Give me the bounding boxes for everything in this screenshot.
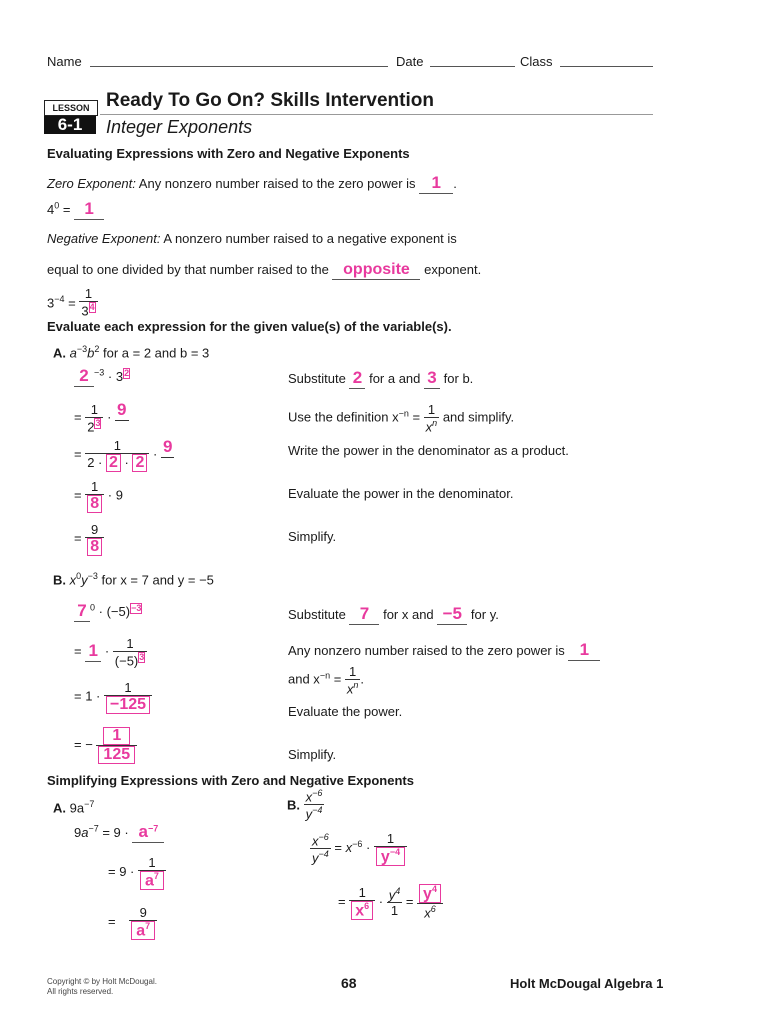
a-step1-a-exp: −3	[94, 367, 105, 378]
simplify-b-den: y	[305, 806, 313, 822]
ex2-den-exp-answer[interactable]: 4	[89, 302, 95, 312]
simplify-b-step2-b-den: 1	[390, 903, 399, 919]
neg-example: $3^{-4}$ = $\frac{1}{3^4}$	[47, 286, 98, 318]
a-step3-den-prefix: 2 ·	[87, 455, 103, 470]
a-step1-note-pre: Substitute	[288, 371, 346, 386]
simplify-b-num-exp: −6	[312, 788, 323, 798]
simplify-a-step2-den-exp: 7	[153, 871, 159, 881]
problem-a-text: for a = 2 and b = 3	[103, 345, 210, 361]
name-label: Name	[47, 54, 82, 69]
page-title: Ready To Go On? Skills Intervention	[106, 90, 434, 111]
neg-answer-blank[interactable]	[332, 261, 420, 280]
a-step3-ans[interactable]: 9	[162, 437, 173, 456]
a-step3: = $\frac{1}{2 \cdot 2 \cdot 2}$ · 9	[74, 437, 173, 471]
b-step4-num[interactable]: 1	[103, 727, 130, 745]
simplify-b-step2-a-den[interactable]: x	[355, 901, 365, 919]
simplify-b-step2-b-num: y	[388, 887, 396, 903]
section3-heading: Simplifying Expressions with Zero and Negative Exponents	[47, 773, 414, 788]
a-step1-note-mid: for a and	[369, 371, 421, 386]
a-step2-note-num: 1	[424, 402, 440, 418]
simplify-b-step2-c-num[interactable]: y	[423, 885, 432, 903]
lesson-number: 6-1	[44, 116, 96, 134]
date-label: Date	[396, 54, 424, 69]
simplify-a-step1: $9a^{-7} = 9 \cdot a^{-7}$	[74, 822, 164, 843]
b-step2-den-exp[interactable]: 3	[139, 652, 145, 662]
simplify-a	[53, 799, 94, 815]
a-step3-num: 1	[85, 438, 149, 454]
b-step3	[74, 680, 152, 714]
ex2-exp: −4	[54, 294, 65, 304]
simplify-a-step3-den-exp: 7	[145, 921, 151, 931]
b-step1-note-pre: Substitute	[288, 607, 346, 622]
problem-b: B. $x^0y^{-3}$ for x = 7 and y = −5	[53, 571, 214, 588]
ex2-fraction	[79, 286, 97, 318]
simplify-a-expr: 9a	[69, 800, 85, 816]
name-field[interactable]	[90, 66, 388, 67]
zero-example: $4^0 = 1$	[47, 199, 104, 220]
simplify-b-step2-a-num: 1	[349, 885, 375, 901]
copyright-line1: Copyright © by Holt McDougal.	[47, 977, 157, 986]
simplify-b-step2-a-den-exp: 6	[364, 900, 370, 911]
title-rule	[100, 114, 653, 115]
a-step4-num: 1	[85, 479, 104, 495]
b-step1-y-exp[interactable]: −3	[131, 602, 142, 613]
simplify-b-step1-ans-exp: −4	[389, 847, 401, 857]
neg-exponent-rule-2	[47, 261, 481, 280]
a-step1-note-ans2[interactable]: 3	[427, 368, 437, 387]
a-step5: = $\frac{9}{8}$	[74, 522, 104, 556]
b-step3-note: Evaluate the power.	[288, 704, 403, 719]
a-step2-note-text: Use the definition x	[288, 409, 399, 425]
b-step2-note2-exp: −n	[319, 670, 331, 681]
b-step2-num: 1	[113, 636, 148, 652]
lesson-label: LESSON	[44, 100, 98, 116]
a-step1: 2 $^{-3} \cdot 3^2$	[74, 366, 130, 387]
a-step1-note	[288, 368, 473, 389]
b-step1-note-mid: for x and	[383, 607, 434, 622]
a-step2-note-den-exp: n	[432, 418, 438, 428]
copyright	[47, 977, 157, 997]
a-step1-a[interactable]: 2	[79, 366, 89, 385]
b-step1-note-post: for y.	[470, 607, 499, 622]
a-step3-den-b[interactable]: 2	[132, 454, 147, 472]
simplify-b-step2-c-den-exp: 6	[430, 904, 436, 915]
a-step2-num: 1	[85, 402, 103, 418]
b-step1-note	[288, 604, 499, 625]
neg-prefix: Negative Exponent:	[47, 231, 161, 246]
neg-text2: equal to one divided by that number raised to the	[47, 262, 329, 277]
b-step1-note-ans1[interactable]: 7	[359, 604, 370, 623]
b-step2-ans[interactable]: 1	[88, 640, 98, 660]
zero-prefix: Zero Exponent:	[47, 176, 136, 191]
problem-b-label: B.	[53, 572, 66, 588]
b-step4: = − $\frac{1}{125}$	[74, 727, 137, 764]
problem-a-label: A.	[53, 345, 66, 361]
a-step4-den[interactable]: 8	[87, 495, 102, 513]
b-step2-note2-num: 1	[345, 664, 361, 680]
a-step2: = $\frac{1}{2^3}$ · 9	[74, 400, 127, 435]
a-step2-note-den: x	[425, 419, 433, 435]
a-step1-note-ans1[interactable]: 2	[352, 368, 363, 387]
neg-text1: A nonzero number raised to a negative exponent is	[163, 231, 457, 246]
b-step2-note2-den-exp: n	[353, 680, 359, 690]
simplify-a-step2: = 9 · $\frac{1}{a^7}$	[108, 855, 166, 890]
b-step2-note2-den: x	[346, 681, 354, 697]
b-step2-note2: and $x^{-n}$ = $\frac{1}{x^n}$ .	[288, 664, 365, 697]
simplify-b-step1: $\frac{x^{-6}}{y^{-4}}$ = $x^{-6}$ · $\frac{1}{y^{-4}}$	[310, 831, 407, 866]
simplify-a-expr-exp: −7	[84, 799, 95, 809]
neg-exponent-rule-1	[47, 231, 457, 246]
simplify-b-step2: = $\frac{1}{x^6}$ · $\frac{y^4}{1}$ = $\frac{y^4}{x^6}$	[338, 884, 443, 921]
a-step5-note: Simplify.	[288, 529, 337, 544]
zero-answer: 1	[431, 173, 441, 192]
b-step1-note-ans2[interactable]: −5	[442, 604, 462, 623]
b-step1-x[interactable]: 7	[77, 601, 87, 620]
a-step2-den-exp[interactable]: 3	[95, 417, 101, 428]
a-step2-note-exp: −n	[398, 408, 409, 419]
b-step1-y: · (−5)	[98, 604, 131, 619]
neg-answer: opposite	[343, 261, 410, 278]
simplify-b-step2-c-num-exp: 4	[431, 884, 437, 894]
class-field[interactable]	[560, 66, 653, 67]
neg-text3: exponent.	[424, 262, 482, 277]
ex2-den: 3	[81, 303, 89, 319]
section2-heading: Evaluate each expression for the given value(s) of the variable(s).	[47, 319, 452, 334]
simplify-a-step2-num: 1	[138, 855, 166, 871]
a-step2-ans[interactable]: 9	[117, 400, 127, 419]
a-step4: = $\frac{1}{8}$ · 9	[74, 479, 123, 512]
page-subtitle: Integer Exponents	[106, 117, 253, 137]
simplify-a-step3: = $\frac{9}{a^7}$	[108, 905, 157, 940]
b-step2-note2-text: and x	[288, 671, 320, 687]
a-step3-note: Write the power in the denominator as a product.	[288, 443, 569, 458]
simplify-b	[287, 788, 324, 822]
problem-a: A. $a^{-3}b^2$ for a = 2 and b = 3	[53, 344, 210, 361]
b-step3-prefix: = 1 ·	[74, 688, 101, 704]
a-step5-den[interactable]: 8	[87, 538, 102, 556]
class-label: Class	[520, 54, 553, 69]
page-number: 68	[341, 975, 357, 991]
a-step2-den: 2	[87, 419, 95, 435]
date-field[interactable]	[430, 66, 515, 67]
simplify-a-step2-den[interactable]: a	[145, 872, 154, 890]
simplify-b-den-exp: −4	[312, 805, 323, 816]
b-step4-note: Simplify.	[288, 747, 337, 762]
b-step2-note-ans[interactable]: 1	[579, 640, 590, 659]
simplify-b-num: x	[305, 789, 313, 805]
simplify-a-label: A.	[53, 800, 66, 816]
a-step4-note: Evaluate the power in the denominator.	[288, 486, 514, 501]
book-title: Holt McDougal Algebra 1	[510, 976, 664, 991]
simplify-b-step2-c-den: x	[424, 905, 431, 921]
copyright-line2: All rights reserved.	[47, 987, 114, 996]
b-step1-x-exp: 0	[90, 602, 96, 613]
b-step3-num: 1	[104, 680, 152, 696]
ex2-num: 1	[79, 286, 97, 302]
a-step2-note: Use the definition $x^{-n}$ = $\frac{1}{x^n}$ and simplify.	[288, 402, 515, 435]
section1-heading: Evaluating Expressions with Zero and Negative Exponents	[47, 146, 410, 161]
a-step5-num: 9	[85, 522, 104, 538]
b-step2-note	[288, 640, 600, 661]
simplify-a-step1-ans[interactable]: a	[138, 822, 148, 841]
problem-b-text: for x = 7 and y = −5	[101, 572, 214, 588]
simplify-a-step1-ans-exp: −7	[147, 823, 159, 834]
b-step3-den[interactable]: −125	[106, 696, 150, 714]
ex2-base: 3	[47, 295, 55, 311]
a-step1-b: 3	[115, 369, 124, 384]
simplify-b-step1-ans[interactable]: y	[380, 848, 390, 866]
zero-exponent-rule: Zero Exponent: Any nonzero number raised to the zero power is 1 .	[47, 173, 457, 192]
simplify-a-step3-den[interactable]: a	[136, 922, 146, 940]
a-step3-den-a[interactable]: 2	[106, 454, 121, 472]
zero-answer-blank[interactable]	[419, 173, 453, 194]
example-base: 4	[47, 202, 55, 217]
example-answer: 1	[84, 199, 94, 218]
simplify-b-step2-b-num-exp: 4	[395, 886, 401, 897]
a-step1-note-post: for b.	[443, 371, 474, 386]
a-step2-note-post: and simplify.	[442, 409, 515, 425]
zero-text: Any nonzero number raised to the zero power is	[138, 176, 416, 191]
b-step2: = 1 · $\frac{1}{(-5)^3}$	[74, 636, 147, 668]
a-step4-tail: · 9	[107, 487, 123, 503]
b-step2-den: (−5)	[114, 653, 139, 669]
b-step1	[74, 601, 142, 622]
example-exp: 0	[54, 200, 60, 211]
b-step2-note-text: Any nonzero number raised to the zero power is	[288, 643, 565, 658]
simplify-a-step3-num: 9	[129, 905, 157, 921]
example-answer-blank[interactable]	[74, 199, 104, 220]
b-step4-den[interactable]: 125	[98, 746, 135, 764]
simplify-b-label: B.	[287, 797, 300, 813]
a-step1-b-exp[interactable]: 2	[124, 367, 130, 378]
